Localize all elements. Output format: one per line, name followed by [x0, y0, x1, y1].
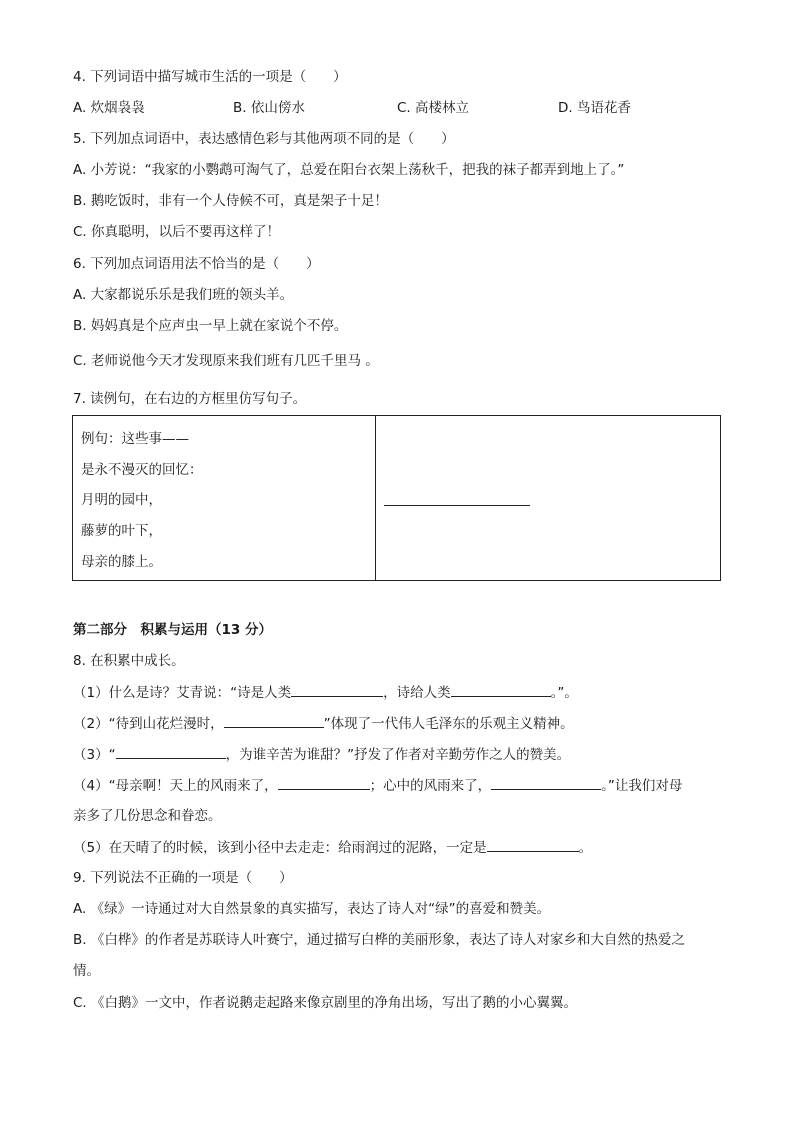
- q4-option-d: D. 鸟语花香: [558, 100, 631, 116]
- q9-option-b-cont: 情。: [73, 963, 100, 979]
- q5-option-a: A. 小芳说：“我家的小鹦鹉可淘气了，总爱在阳台衣架上荡秋千，把我的袜子都弄到地上了。”: [73, 162, 625, 178]
- q5-stem: 5. 下列加点词语中，表达感情色彩与其他两项不同的是（ ）: [73, 131, 455, 147]
- q7-example-line: 例句：这些事——: [81, 431, 189, 447]
- answer-blank[interactable]: [451, 682, 551, 697]
- q8-item-3: （3）“ ，为谁辛苦为谁甜？”抒发了作者对辛勤劳作之人的赞美。: [73, 744, 570, 765]
- q8-item-1: （1）什么是诗？艾青说：“诗是人类 ，诗给人类 。”。: [73, 682, 578, 703]
- q7-example-line: 藤萝的叶下，: [81, 523, 162, 539]
- q4-option-c: C. 高楼林立: [397, 100, 470, 116]
- q6-option-c: C. 老师说他今天才发现原来我们班有几匹千里马 。: [73, 353, 379, 369]
- q7-example-line: 母亲的膝上。: [81, 554, 162, 570]
- answer-blank[interactable]: [291, 682, 383, 697]
- q5-option-b: B. 鹅吃饭时，非有一个人侍候不可，真是架子十足！: [73, 193, 388, 209]
- q4-stem: 4. 下列词语中描写城市生活的一项是（ ）: [73, 69, 347, 85]
- q7-answer-box: [72, 415, 721, 581]
- q4-option-b: B. 依山傍水: [233, 100, 305, 116]
- q4-option-a: A. 炊烟袅袅: [73, 100, 145, 116]
- answer-blank[interactable]: [278, 775, 370, 790]
- q7-example-line: 是永不漫灭的回忆：: [81, 462, 203, 478]
- q7-example-line: 月明的园中，: [81, 492, 162, 508]
- part2-heading: 第二部分 积累与运用（13 分）: [73, 622, 272, 638]
- q7-stem: 7. 读例句，在右边的方框里仿写句子。: [73, 391, 307, 407]
- q9-option-b: B. 《白桦》的作者是苏联诗人叶赛宁，通过描写白桦的美丽形象，表达了诗人对家乡和大自然的热爱之: [73, 932, 685, 948]
- q9-option-c: C. 《白鹅》一文中，作者说鹅走起路来像京剧里的净角出场，写出了鹅的小心翼翼。: [73, 995, 578, 1011]
- q7-box-divider: [375, 416, 376, 580]
- q7-answer-blank[interactable]: [384, 505, 530, 506]
- q6-option-a: A. 大家都说乐乐是我们班的领头羊。: [73, 287, 294, 303]
- q6-stem: 6. 下列加点词语用法不恰当的是（ ）: [73, 256, 320, 272]
- answer-blank[interactable]: [487, 837, 579, 852]
- q8-item-5: （5）在天晴了的时候，该到小径中去走走：给雨润过的泥路，一定是 。: [73, 837, 592, 858]
- q9-stem: 9. 下列说法不正确的一项是（ ）: [73, 870, 293, 886]
- q8-item-4: （4）“母亲啊！天上的风雨来了， ；心中的风雨来了， 。”让我们对母: [73, 775, 682, 796]
- q8-stem: 8. 在积累中成长。: [73, 653, 185, 669]
- q9-option-a: A. 《绿》一诗通过对大自然景象的真实描写，表达了诗人对“绿”的喜爱和赞美。: [73, 901, 551, 917]
- q8-item-4-cont: 亲多了几份思念和眷恋。: [73, 808, 222, 824]
- answer-blank[interactable]: [224, 713, 324, 728]
- q5-option-c: C. 你真聪明，以后不要再这样了！: [73, 224, 281, 240]
- answer-blank[interactable]: [116, 744, 226, 759]
- q6-option-b: B. 妈妈真是个应声虫一早上就在家说个不停。: [73, 318, 348, 334]
- answer-blank[interactable]: [491, 775, 601, 790]
- q8-item-2: （2）“待到山花烂漫时， ”体现了一代伟人毛泽东的乐观主义精神。: [73, 713, 574, 734]
